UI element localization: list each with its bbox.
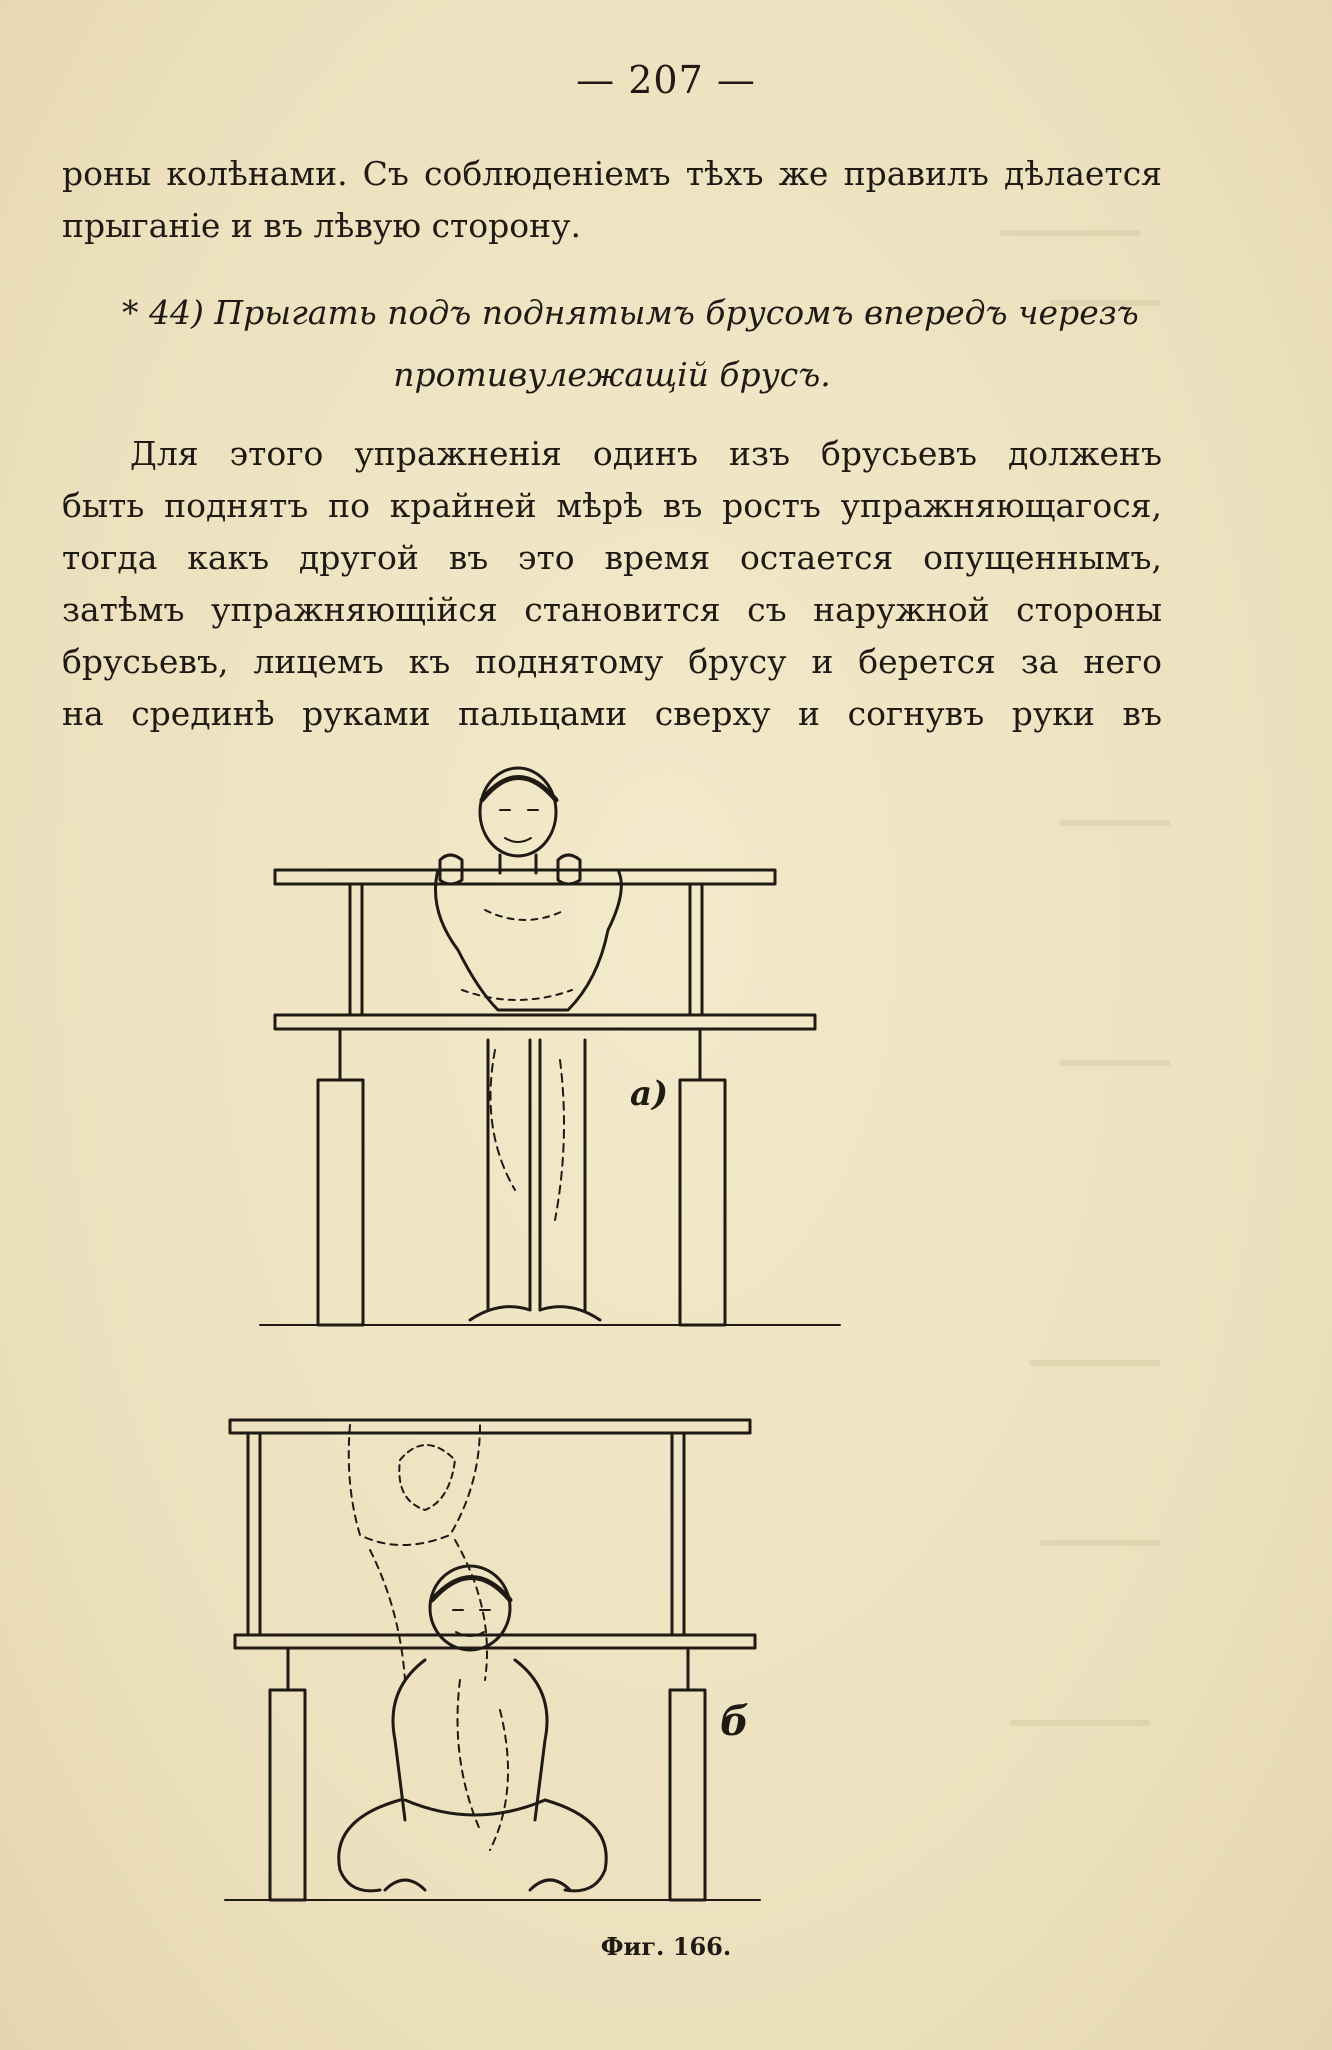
exercise-heading	[62, 282, 1162, 406]
exercise-description	[62, 428, 1162, 740]
text-line: роны колѣнами. Съ соблюденіемъ тѣхъ же правилъ дѣлается	[62, 154, 1162, 193]
upper-scene	[260, 768, 840, 1325]
lower-bar	[275, 1015, 815, 1029]
page-number: — 207 —	[576, 58, 756, 102]
heading-line: * 44) Прыгать подъ поднятымъ брусомъ впередъ черезъ	[122, 293, 1139, 332]
figure-label-b: б	[720, 1698, 749, 1745]
lower-scene	[225, 1420, 760, 1900]
raised-bar	[275, 870, 775, 884]
text-line: на срединѣ руками пальцами сверху и согнувъ руки въ	[62, 694, 1162, 733]
text-line: прыганіе и въ лѣвую сторону.	[62, 206, 582, 245]
paragraph-continuation	[62, 148, 1162, 252]
text-line: Для этого упражненія одинъ изъ брусьевъ долженъ	[130, 434, 1162, 473]
figure-label-a: а)	[630, 1074, 669, 1114]
right-post	[680, 1080, 725, 1325]
heading-line: противулежащій брусъ.	[393, 355, 831, 394]
text-line: затѣмъ упражняющійся становится съ наружной стороны	[62, 590, 1162, 629]
text-line: быть поднятъ по крайней мѣрѣ въ ростъ упражняющагося,	[62, 486, 1162, 525]
left-post	[318, 1080, 363, 1325]
figure-illustration	[200, 760, 1000, 1930]
text-line: тогда какъ другой въ это время остается опущеннымъ,	[62, 538, 1162, 577]
text-line: брусьевъ, лицемъ къ поднятому брусу и берется за него	[62, 642, 1162, 681]
figure-caption: Фиг. 166.	[600, 1932, 732, 1961]
